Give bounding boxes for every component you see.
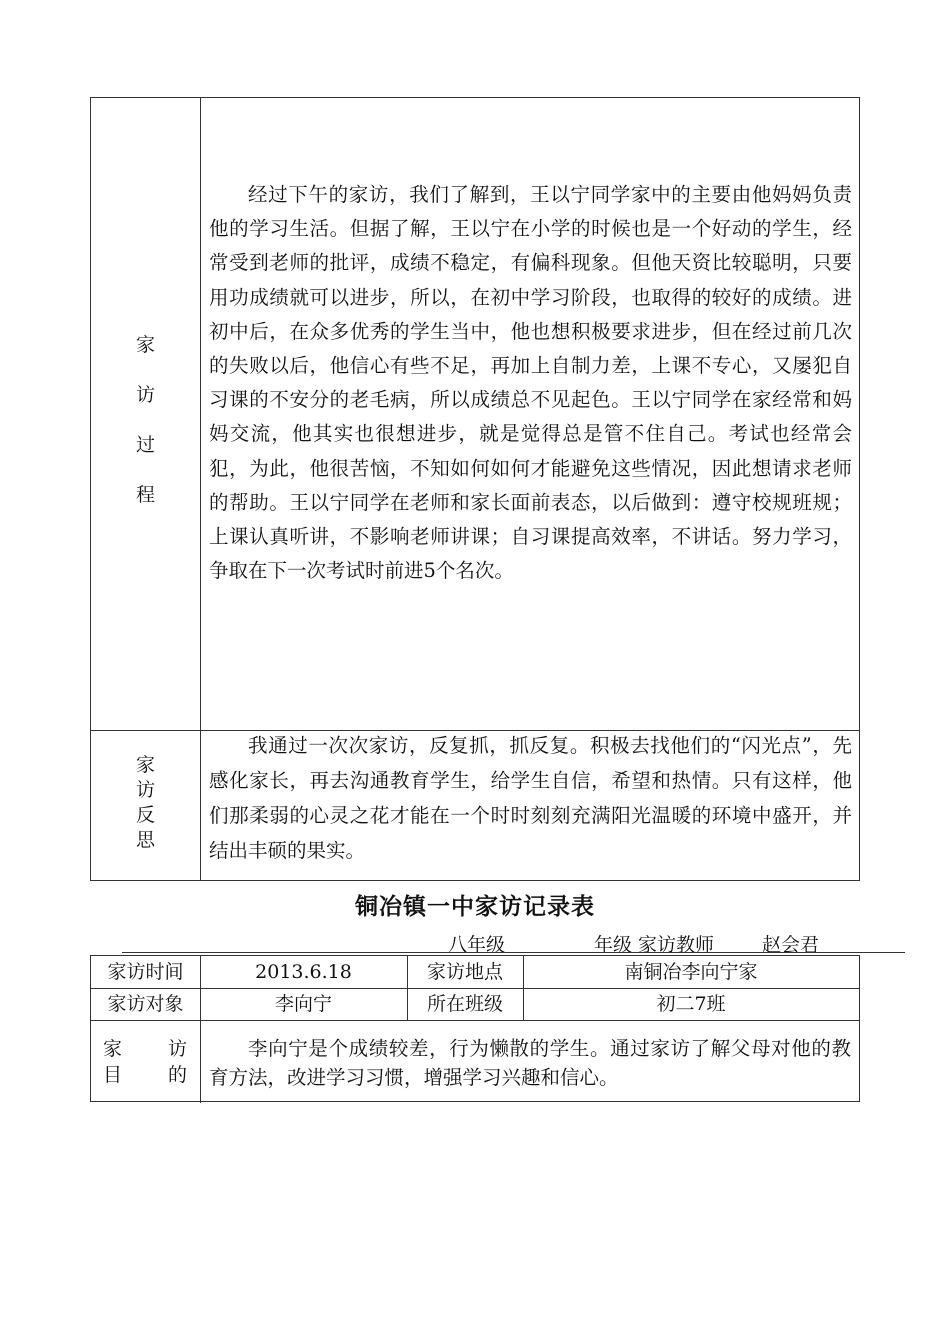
visit-purpose-body [209,1034,851,1092]
visit-process-body [209,178,852,588]
label-char: 访 [167,1038,187,1060]
visit-process-text: 经过下午的家访，我们了解到，王以宁同学家中的主要由他妈妈负责他的学习生活。但据了解，王以宁在小学的时候也是一个好动的学生，经常受到老师的批评，成绩不稳定，有偏科现象。但他天资比较聪明，只要用功成绩就可以进步，所以，在初中学习阶段，也取得的较好的成绩。进初中后，在众多优秀的学生当中，他也想积极要求进步，但在经过前几次的失败以后，他信心有些不足，再加上自制力差，上课不专心，又屡犯自习课的不安分的老毛病，所以成绩总不见起色。王以宁同学在家经常和妈妈交流，他其实也很想进步，就是觉得总是管不住自己。考试也经常会犯，为此，他很苦恼，不知如何如何才能避免这些情况，因此想请求老师的帮助。王以宁同学在老师和家长面前表态，以后做到：遵守校规班规；上课认真听讲，不影响老师讲课；自习课提高效率，不讲话。努力学习，争取在下一次考试时前进5个名次。 [209,183,852,583]
label-char: 反 [135,804,155,826]
label-char: 程 [135,484,155,506]
label-char: 访 [135,779,155,801]
column-divider [200,98,201,880]
visit-place-value: 南铜冶李向宁家 [624,961,758,983]
class-value: 初二7班 [656,993,726,1015]
label-char: 目 [103,1064,123,1086]
visit-purpose-text: 李向宁是个成绩较差，行为懒散的学生。通过家访了解父母对他的教育方法，改进学习习惯，增强学习兴趣和信心。 [209,1037,851,1089]
visit-time-label: 家访时间 [107,961,184,983]
visit-place-label: 家访地点 [426,961,503,983]
visit-record-table [90,97,860,881]
document-title: 铜冶镇一中家访记录表 [355,894,595,920]
visit-reflection-text: 我通过一次次家访，反复抓，抓反复。积极去找他们的“闪光点”，先感化家长，再去沟通教育学生，给学生自信，希望和热情。只有这样，他们那柔弱的心灵之花才能在一个时时刻刻充满阳光温暖的环境中盛开，并结出丰硕的果实。 [209,734,852,862]
record-form-table [90,955,860,1102]
label-char: 家 [135,754,155,776]
visit-purpose-label [103,1036,187,1088]
label-char: 的 [167,1064,187,1086]
visit-time-value: 2013.6.18 [255,961,352,983]
visit-target-value: 李向宁 [274,993,332,1015]
row-divider [91,1020,859,1021]
label-char: 过 [135,434,155,456]
visit-reflection-body [209,728,852,868]
subtitle-underline [122,952,905,953]
label-char: 家 [103,1038,123,1060]
label-char: 家 [135,334,155,356]
visit-process-label [91,320,200,520]
grade-text: 八年级 [448,934,506,956]
teacher-name: 赵会君 [762,934,820,956]
teacher-label: 年级 家访教师 [594,934,715,956]
class-label: 所在班级 [426,993,503,1015]
label-char: 思 [135,829,155,851]
label-char: 访 [135,384,155,406]
visit-target-label: 家访对象 [107,993,184,1015]
visit-reflection-label [91,753,200,853]
